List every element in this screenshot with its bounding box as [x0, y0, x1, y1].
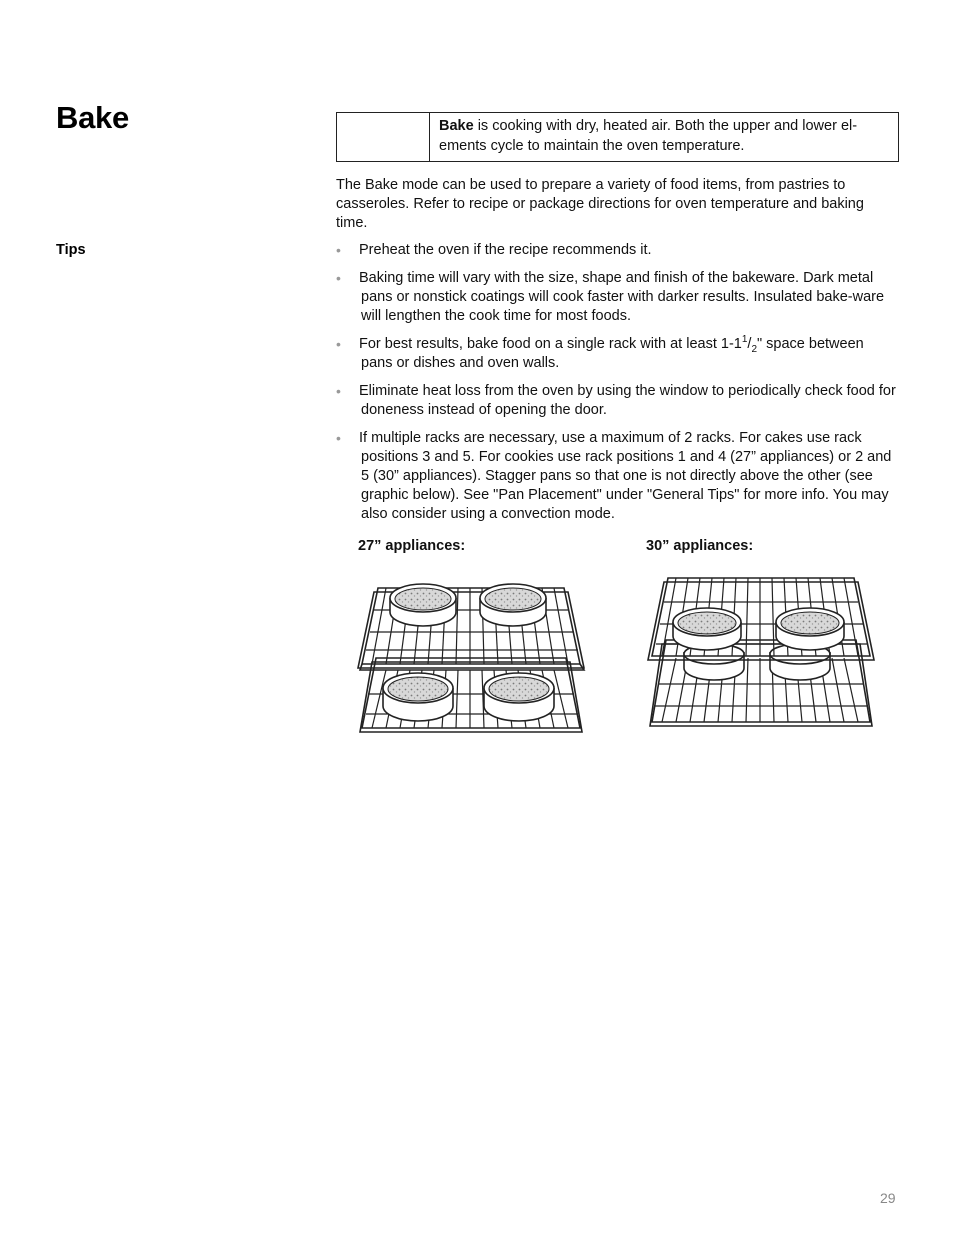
cake-pans [383, 584, 554, 721]
fraction-slash: / [747, 336, 752, 352]
tips-list [336, 241, 898, 533]
tip-text-before: For best results, bake food on a single rack with at least 1-1 [359, 336, 742, 352]
rack-illustration-30 [646, 572, 876, 732]
tip-item [336, 241, 898, 260]
fraction-denominator: 2 [751, 343, 757, 355]
bullet-icon: • [336, 383, 341, 399]
page-number: 29 [880, 1190, 896, 1206]
tip-item [336, 269, 898, 326]
caption-30-appliances: 30” appliances: [646, 538, 754, 554]
tip-item [336, 335, 898, 373]
tip-item [336, 429, 898, 524]
definition-icon-cell [337, 113, 430, 161]
intro-paragraph: The Bake mode can be used to prepare a variety of food items, from pastries to casseroles. Refer to recipe or package directions for oven temperature and baking time. [336, 177, 864, 231]
rack-illustration-27 [356, 574, 586, 736]
tip-text-after: " space between pans or dishes and oven walls. [361, 336, 864, 371]
tip-item [336, 382, 898, 420]
tip-text: Preheat the oven if the recipe recommends it. [359, 242, 652, 258]
page-title: Bake [56, 100, 129, 135]
bullet-icon: • [336, 242, 341, 258]
definition-box [336, 112, 899, 162]
bullet-icon: • [336, 336, 341, 352]
tip-text: If multiple racks are necessary, use a maximum of 2 racks. For cakes use rack positions 3 and 5. For cookies use rack positions 1 and 4 (27” appliances) or 2 and 5 (30” appliances). Stagger pans so that one is not directly above the other (see graphic below). See "Pan Placement" under "General Tips" for more info. You may also consider using a convection mode. [359, 430, 892, 522]
bullet-icon: • [336, 430, 341, 446]
definition-text [430, 113, 898, 161]
tips-label: Tips [56, 242, 86, 258]
tip-text: Baking time will vary with the size, shape and finish of the bakeware. Dark metal pans or nonstick coatings will cook faster with darker results. Insulated bake-ware will lengthen the cook time for most foods. [359, 270, 885, 324]
definition-body: is cooking with dry, heated air. Both the upper and lower el-ements cycle to maintain the oven temperature. [439, 118, 858, 154]
fraction-numerator: 1 [741, 334, 748, 346]
tip-text: Eliminate heat loss from the oven by using the window to periodically check food for doneness instead of opening the door. [359, 383, 896, 418]
caption-27-appliances: 27” appliances: [358, 538, 466, 554]
bullet-icon: • [336, 270, 341, 286]
definition-term: Bake [439, 118, 474, 134]
